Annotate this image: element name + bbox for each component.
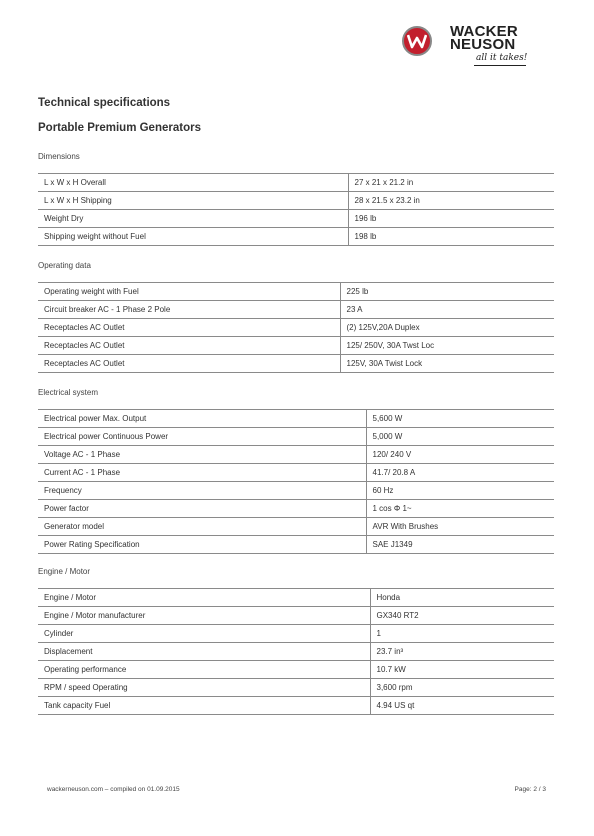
spec-table-engine-motor [38, 588, 554, 715]
table-row [38, 210, 554, 228]
spec-label: Shipping weight without Fuel [38, 228, 348, 246]
page-title: Technical specifications [38, 97, 171, 109]
table-row [38, 337, 554, 355]
table-row [38, 607, 554, 625]
brand-line-1: WACKER [450, 23, 518, 40]
spec-label: Power Rating Specification [38, 536, 366, 554]
brand-line-2: NEUSON [450, 36, 516, 53]
spec-label: Engine / Motor manufacturer [38, 607, 370, 625]
spec-value: GX340 RT2 [370, 607, 554, 625]
section-title: Operating data [38, 261, 91, 270]
table-row [38, 319, 554, 337]
spec-table-operating-data [38, 282, 554, 373]
spec-label: Current AC - 1 Phase [38, 464, 366, 482]
spec-label: Power factor [38, 500, 366, 518]
tagline-underline [474, 65, 526, 66]
table-row [38, 661, 554, 679]
spec-label: L x W x H Overall [38, 174, 348, 192]
section-title: Dimensions [38, 152, 80, 161]
spec-label: Receptacles AC Outlet [38, 337, 340, 355]
table-row [38, 679, 554, 697]
brand-logo [402, 22, 542, 68]
section-engine-motor [38, 565, 554, 715]
spec-label: Receptacles AC Outlet [38, 319, 340, 337]
table-row [38, 697, 554, 715]
section-electrical-system [38, 386, 554, 554]
spec-label: Generator model [38, 518, 366, 536]
spec-label: Frequency [38, 482, 366, 500]
table-row [38, 589, 554, 607]
spec-value: AVR With Brushes [366, 518, 554, 536]
brand-wordmark [450, 25, 518, 51]
spec-label: Tank capacity Fuel [38, 697, 370, 715]
table-row [38, 355, 554, 373]
spec-value: 1 cos Φ 1~ [366, 500, 554, 518]
spec-value: 23 A [340, 301, 554, 319]
brand-tagline: all it takes! [476, 53, 528, 63]
table-row [38, 410, 554, 428]
spec-label: Electrical power Continuous Power [38, 428, 366, 446]
spec-value: 23.7 in³ [370, 643, 554, 661]
table-row [38, 482, 554, 500]
spec-label: RPM / speed Operating [38, 679, 370, 697]
spec-value: SAE J1349 [366, 536, 554, 554]
table-row [38, 500, 554, 518]
spec-value: 4.94 US qt [370, 697, 554, 715]
section-title: Engine / Motor [38, 567, 91, 576]
spec-value: 27 x 21 x 21.2 in [348, 174, 554, 192]
spec-value: 225 lb [340, 283, 554, 301]
table-row [38, 428, 554, 446]
table-row [38, 643, 554, 661]
table-row [38, 625, 554, 643]
spec-label: Engine / Motor [38, 589, 370, 607]
footer-page-number: Page: 2 / 3 [514, 786, 546, 793]
table-row [38, 536, 554, 554]
table-row [38, 518, 554, 536]
table-row [38, 174, 554, 192]
table-row [38, 228, 554, 246]
section-operating-data [38, 259, 554, 373]
spec-table-dimensions [38, 173, 554, 246]
spec-label: Displacement [38, 643, 370, 661]
spec-label: Operating performance [38, 661, 370, 679]
table-row [38, 464, 554, 482]
page-subtitle: Portable Premium Generators [38, 122, 201, 134]
spec-label: L x W x H Shipping [38, 192, 348, 210]
table-row [38, 446, 554, 464]
table-row [38, 301, 554, 319]
spec-label: Voltage AC - 1 Phase [38, 446, 366, 464]
spec-label: Cylinder [38, 625, 370, 643]
spec-label: Electrical power Max. Output [38, 410, 366, 428]
spec-value: 10.7 kW [370, 661, 554, 679]
spec-value: 120/ 240 V [366, 446, 554, 464]
footer-compiled-note: wackerneuson.com – compiled on 01.09.2015 [47, 786, 180, 793]
spec-value: Honda [370, 589, 554, 607]
spec-value: 1 [370, 625, 554, 643]
spec-value: 41.7/ 20.8 A [366, 464, 554, 482]
spec-value: 5,600 W [366, 410, 554, 428]
section-dimensions [38, 150, 554, 246]
spec-table-electrical-system [38, 409, 554, 554]
spec-value: 3,600 rpm [370, 679, 554, 697]
spec-value: 28 x 21.5 x 23.2 in [348, 192, 554, 210]
table-row [38, 283, 554, 301]
spec-label: Operating weight with Fuel [38, 283, 340, 301]
spec-value: 125/ 250V, 30A Twst Loc [340, 337, 554, 355]
spec-label: Circuit breaker AC - 1 Phase 2 Pole [38, 301, 340, 319]
spec-value: 198 lb [348, 228, 554, 246]
spec-label: Receptacles AC Outlet [38, 355, 340, 373]
spec-value: 125V, 30A Twist Lock [340, 355, 554, 373]
spec-value: 60 Hz [366, 482, 554, 500]
spec-label: Weight Dry [38, 210, 348, 228]
spec-value: (2) 125V,20A Duplex [340, 319, 554, 337]
spec-value: 5,000 W [366, 428, 554, 446]
spec-value: 196 lb [348, 210, 554, 228]
section-title: Electrical system [38, 388, 99, 397]
wacker-neuson-w-icon [402, 26, 432, 56]
table-row [38, 192, 554, 210]
